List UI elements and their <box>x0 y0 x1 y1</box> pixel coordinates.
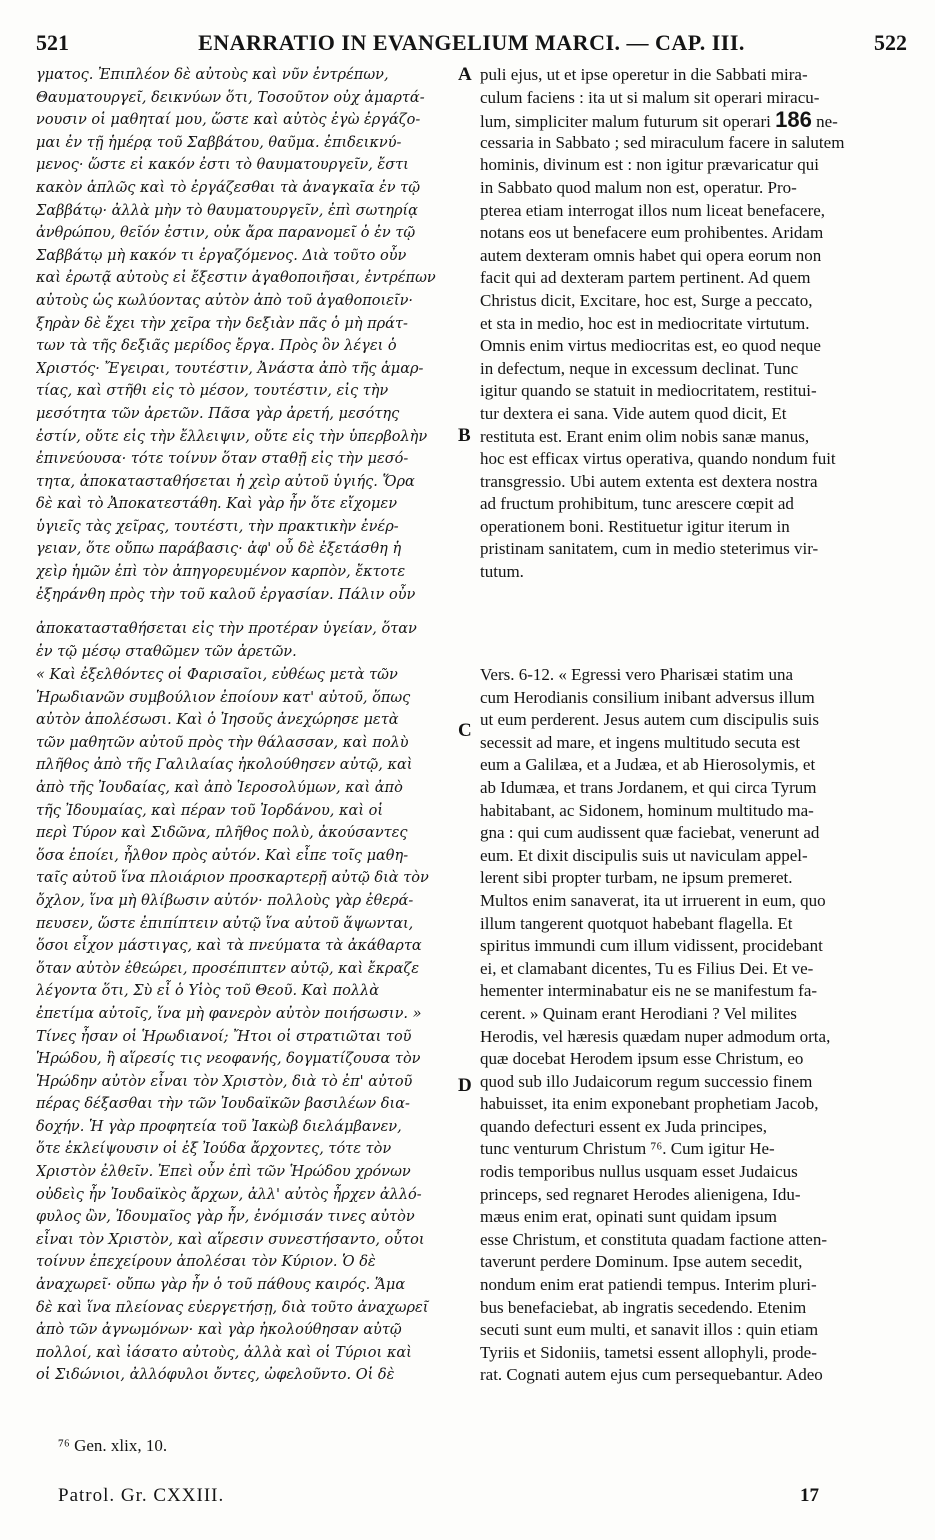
latin-line: Christus dicit, Excitare, hoc est, Surge a peccato, <box>480 290 813 310</box>
latin-line: gna : qui cum audissent quæ faciebat, venerunt ad <box>480 823 820 843</box>
greek-line: εἶναι τὸν Χριστὸν, καὶ αἵρεσιν συνεστήσαντο, οὗτοι <box>36 1231 425 1248</box>
latin-line: Tyriis et Sidoniis, tametsi essent allophyli, prode- <box>480 1342 817 1362</box>
spanning-greek-line <box>36 618 907 641</box>
greek-line: μαι ἐν τῇ ἡμέρᾳ τοῦ Σαββάτου, θαῦμα. ἐπιδεικνύ- <box>36 134 402 151</box>
running-header <box>36 30 907 56</box>
greek-line: ἀπὸ τῆς Ἰουδαίας, καὶ ἀπὸ Ἱεροσολύμων, καὶ ἀπὸ <box>36 779 403 796</box>
greek-line: αὐτοὺς ὡς κωλύοντας αὐτὸν ἀπὸ τοῦ ἀγαθοποιεῖν· <box>36 292 414 309</box>
greek-line: ἐν τῷ μέσῳ σταθῶμεν τῶν ἀρετῶν. <box>36 644 297 660</box>
latin-line-text: lum, simpliciter malum futurum sit operari <box>480 112 771 132</box>
latin-line: secessit ad mare, et ingens multitudo secuta est <box>480 732 801 752</box>
greek-line: « Καὶ ἐξελθόντες οἱ Φαρισαῖοι, εὐθέως μετὰ τῶν <box>36 667 398 683</box>
footer-series-title: Patrol. Gr. CXXIII. <box>58 1485 225 1506</box>
latin-line: ei, et clamabant dicentes, Tu es Filius Dei. Et ve- <box>480 958 814 978</box>
latin-line: ut eum perderent. Jesus autem cum discipulis suis <box>480 710 819 730</box>
greek-line: των τὰ τῆς δεξιᾶς μερίδος ἔργα. Πρὸς ὃν λέγει ὁ <box>36 338 397 355</box>
margin-marker-b: B <box>458 425 471 446</box>
greek-line: δὲ καὶ τὸ Ἀποκατεστάθη. Καὶ γὰρ ἦν ὅτε εἴχομεν <box>36 496 398 513</box>
latin-line: tur dextera ei sana. Vide autem quod dicit, Et <box>480 403 787 423</box>
greek-line: μεσότητα τῶν ἀρετῶν. Πᾶσα γὰρ ἀρετή, μεσότης <box>36 405 400 422</box>
greek-line: πλῆθος ἀπὸ τῆς Γαλιλαίας ἠκολούθησεν αὐτῷ, καὶ <box>36 757 413 774</box>
latin-line: ab Idumæa, et trans Jordanem, et qui circa Tyrum <box>480 777 817 797</box>
greek-line: Ἡρώδην αὐτὸν εἶναι τὸν Χριστὸν, διὰ τὸ ἐπ' αὐτοῦ <box>36 1073 413 1090</box>
latin-line: rat. Cognati autem ejus cum persequebantur. Adeo <box>480 1365 823 1385</box>
latin-line: mæus enim erat, opinati sunt quidam ipsum <box>480 1207 778 1227</box>
spanning-greek-text: ἀποκατασταθήσεται εἰς τὴν προτέραν ὑγείαν, ὅταν <box>36 621 417 637</box>
latin-line: habuisset, ita enim exponebant prophetiam Jacob, <box>480 1094 819 1114</box>
greek-line: δοχήν. Ἡ γὰρ προφητεία τοῦ Ἰακὼβ διελάμβανεν, <box>36 1118 402 1135</box>
latin-line: rodis temporibus nullus usquam esset Judaicus <box>480 1162 798 1182</box>
latin-column-bottom <box>480 664 896 1387</box>
greek-line: ὅταν αὐτὸν ἐθεώρει, προσέπιπτεν αὐτῷ, καὶ ἔκραζε <box>36 960 420 977</box>
page-number-left: 521 <box>36 30 69 55</box>
latin-line: tunc venturum Christum ⁷⁶. Cum igitur He- <box>480 1139 775 1159</box>
latin-line: quando defecturi essent ex Juda principes, <box>480 1116 768 1136</box>
page-number-right: 522 <box>874 30 907 55</box>
latin-line: in Sabbato quod malum non est, operatur. Pro- <box>480 177 797 197</box>
greek-line: ἀνθρώπου, θεῖόν ἐστιν, οὐκ ἄρα παρανομεῖ ὁ ἐν τῷ <box>36 225 416 242</box>
greek-line: Θαυματουργεῖ, δεικνύων ὅτι, Τοσοῦτον οὐχ ἁμαρτά- <box>36 89 425 106</box>
latin-line: cerent. » Quinam erant Herodiani ? Vel milites <box>480 1003 797 1023</box>
latin-line: culum faciens : ita ut si malum sit operari miracu- <box>480 87 820 107</box>
greek-line: Ἡρώδου, ἢ αἵρεσίς τις νεοφανής, δογματίζουσα τὸν <box>36 1051 421 1068</box>
latin-line: eum. Et dixit discipulis suis ut naviculam appel- <box>480 845 808 865</box>
latin-line: autem dexteram omnis habet qui opera eorum non <box>480 245 822 265</box>
latin-line: facit qui ad dexteram partem pertinent. Ad quem <box>480 268 811 288</box>
running-title: ENARRATIO IN EVANGELIUM MARCI. — CAP. III. <box>198 30 745 55</box>
greek-line: δὲ καὶ ἵνα πλείονας εὐεργετήσῃ, διὰ τοῦτο ἀναχωρεῖ <box>36 1299 429 1316</box>
latin-line: Vers. 6-12. « Egressi vero Pharisæi statim una <box>480 665 794 684</box>
greek-line: τοίνυν ἐπεχείρουν ἀπολέσαι τὸν Κύριον. Ὁ δὲ <box>36 1254 376 1271</box>
greek-line: πευσεν, ὥστε ἐπιπίπτειν αὐτῷ ἵνα αὐτοῦ ἅψωνται, <box>36 915 414 932</box>
latin-line: Omnis enim virtus mediocritas est, eo quod neque <box>480 336 821 356</box>
latin-line: secuti sunt eum multi, et sanavit illos : quin etiam <box>480 1320 819 1340</box>
greek-line: Χριστὸν ἐλθεῖν. Ἐπεὶ οὖν ἐπὶ τῶν Ἡρώδου χρόνων <box>36 1164 411 1181</box>
latin-line: in defectum, neque in excessum declinat. Tunc <box>480 358 799 378</box>
greek-line: κακὸν ἁπλῶς καὶ τὸ ἐργάζεσθαι τὰ ἀναγκαῖα ἐν τῷ <box>36 179 421 196</box>
greek-line-after-span <box>36 641 454 664</box>
greek-line: Σαββάτῳ μὴ κακόν τι ἐργαζόμενος. Διὰ τοῦτο οὖν <box>36 247 407 264</box>
latin-line: illum tangerent quotquot habebant flagella. Et <box>480 913 793 933</box>
latin-line: Herodis, vel hæresis quædam nuper admodum orta, <box>480 1026 831 1046</box>
greek-line: ἐστίν, οὔτε εἰς τὴν ἔλλειψιν, οὔτε εἰς τὴν ὑπερβολὴν <box>36 428 428 445</box>
greek-column-bottom <box>36 664 454 1387</box>
greek-line: τῆς Ἰδουμαίας, καὶ πέραν τοῦ Ἰορδάνου, καὶ οἱ <box>36 802 384 819</box>
latin-line: restituta est. Erant enim olim nobis sanæ manus, <box>480 426 810 446</box>
latin-line: lerent sibi propter turbam, ne ipsum premeret. <box>480 868 793 888</box>
greek-line: τῶν μαθητῶν αὐτοῦ πρὸς τὴν θάλασσαν, καὶ πολὺ <box>36 734 409 751</box>
greek-line: γειαν, ὅτε οὔπω παράβασις· ἀφ' οὗ δὲ ἐξετάσθη ἡ <box>36 541 402 558</box>
greek-line: πολλοί, καὶ ἰάσατο αὐτοὺς, ἀλλὰ καὶ οἱ Τύριοι καὶ <box>36 1344 412 1361</box>
latin-line: hoc est efficax virtus operativa, quando nondum fuit <box>480 449 836 469</box>
greek-line: ὑγιεῖς τὰς χεῖρας, τουτέστι, τὴν πρακτικὴν ἐνέρ- <box>36 518 399 535</box>
greek-line: ἐπινεύουσα· τότε τοίνυν ὅταν σταθῇ εἰς τὴν μεσό- <box>36 451 409 468</box>
latin-column-top <box>480 64 896 584</box>
footnote: ⁷⁶ Gen. xlix, 10. <box>58 1436 168 1455</box>
greek-line: ἀπὸ τῶν ἀγνωμόνων· καὶ γὰρ ἠκολούθησαν αὐτῷ <box>36 1322 402 1339</box>
latin-line: esse Christum, et constituta quadam factione atten- <box>480 1229 827 1249</box>
greek-line: ξηρὰν δὲ ἔχει τὴν χεῖρα τὴν δεξιὰν πᾶς ὁ μὴ πράτ- <box>36 315 408 332</box>
greek-line: ἐξηράνθη πρὸς τὴν τοῦ καλοῦ ἐργασίαν. Πάλιν οὖν <box>36 586 416 603</box>
greek-line: ἐπετίμα αὐτοῖς, ἵνα μὴ φανερὸν αὐτὸν ποιήσωσιν. » <box>36 1005 422 1022</box>
latin-line: Multos enim sanaverat, ita ut irruerent in eum, quo <box>480 890 826 910</box>
greek-line: ἀναχωρεῖ· οὔπω γὰρ ἦν ὁ τοῦ πάθους καιρός. Ἅμα <box>36 1277 406 1294</box>
latin-line: eum a Galilæa, et a Judæa, et ab Hierosolymis, et <box>480 755 816 775</box>
greek-line: φυλος ὢν, Ἰδουμαῖος γὰρ ἦν, ἐνόμισάν τινες αὐτὸν <box>36 1209 415 1226</box>
greek-line: γματος. Ἐπιπλέον δὲ αὐτοὺς καὶ νῦν ἐντρέπων, <box>36 67 389 83</box>
greek-line: ὄχλον, ἵνα μὴ θλίβωσιν αὐτόν· πολλοὺς γὰρ ἐθερά- <box>36 892 414 909</box>
latin-line: hementer interminabatur eis ne se manifestum fa- <box>480 981 818 1001</box>
margin-marker-c: C <box>458 720 472 741</box>
greek-line: τίας, καὶ στῆθι εἰς τὸ μέσον, τουτέστιν, εἰς τὴν <box>36 383 389 400</box>
latin-line: ad fructum prohibitum, tunc arescere cœpit ad <box>480 494 794 514</box>
greek-line: Σαββάτῳ· ἀλλὰ μὴν τὸ θαυματουργεῖν, ἐπὶ σωτηρίᾳ <box>36 202 418 219</box>
greek-line: ὅσοι εἶχον μάστιγας, καὶ τὰ πνεύματα τὰ ἀκάθαρτα <box>36 938 422 955</box>
latin-line: tutum. <box>480 562 524 582</box>
latin-line: quæ docebat Herodem ipsum esse Christum, eo <box>480 1049 804 1069</box>
latin-line: operationem boni. Restituetur igitur iterum in <box>480 516 790 536</box>
latin-line: bus benefaciebat, ab ingratis secedendo. Etenim <box>480 1297 807 1317</box>
latin-line: habitabant, ac Sidonem, hominum multitudo ma- <box>480 800 814 820</box>
latin-line: puli ejus, ut et ipse operetur in die Sabbati mira- <box>480 65 808 84</box>
greek-line: Ἡρωδιανῶν συμβούλιον ἐποίουν κατ' αὐτοῦ, ὅπως <box>36 689 411 706</box>
greek-line: οἱ Σιδώνιοι, ἀλλόφυλοι ὄντες, ὠφελοῦντο. Οἱ δὲ <box>36 1367 395 1384</box>
footer-signature-number: 17 <box>800 1485 819 1506</box>
greek-line: νουσιν οἱ μαθηταί μου, ὥστε καὶ αὐτὸς ἐγὼ ἐργάζο- <box>36 112 421 129</box>
latin-line: pterea etiam interrogat illos num liceat benefacere, <box>480 200 826 220</box>
latin-line: hominis, divinum est : non igitur prævaricatur qui <box>480 155 820 175</box>
latin-line: quod sub illo Judaicorum regum successio finem <box>480 1071 813 1091</box>
greek-line: ὅσα ἐποίει, ἦλθον πρὸς αὐτόν. Καὶ εἶπε τοῖς μαθη- <box>36 847 409 864</box>
greek-line: Χριστός· Ἔγειραι, τουτέστιν, Ἀνάστα ἀπὸ τῆς ἁμαρ- <box>36 360 424 377</box>
greek-line: μενος· ὥστε εἰ κακόν ἐστι τὸ θαυματουργεῖν, ἔστι <box>36 157 409 174</box>
greek-line: ταῖς αὐτοῦ ἵνα πλοιάριον προσκαρτερῇ αὐτῷ διὰ τὸν <box>36 870 429 887</box>
column-number: 186 <box>775 109 812 132</box>
greek-line: Τίνες ἦσαν οἱ Ἡρωδιανοί; Ἤτοι οἱ στρατιῶται τοῦ <box>36 1028 412 1045</box>
latin-line-tail: ne- <box>811 112 838 132</box>
latin-line: taverunt perdere Dominum. Ipse autem secedit, <box>480 1252 803 1272</box>
latin-line: pristinam sanitatem, cum in medio steterimus vir- <box>480 539 819 559</box>
latin-line: notans eos ut benefacere eum prohibentes. Aridam <box>480 223 824 243</box>
greek-line: περὶ Τύρον καὶ Σιδῶνα, πλῆθος πολὺ, ἀκούσαντες <box>36 825 408 842</box>
margin-marker-d: D <box>458 1075 472 1096</box>
latin-line: princeps, sed regnaret Herodes alienigena, Idu- <box>480 1184 801 1204</box>
greek-line: καὶ ἐρωτᾷ αὐτοὺς εἰ ἔξεστιν ἀγαθοποιῆσαι, ἐντρέπων <box>36 270 436 287</box>
greek-column-top <box>36 64 454 606</box>
greek-line: χεὶρ ἡμῶν ἐπὶ τὸν ἀπηγορευμένον καρπὸν, ἔκτοτε <box>36 564 406 581</box>
greek-line: λέγοντα ὅτι, Σὺ εἶ ὁ Υἱὸς τοῦ Θεοῦ. Καὶ πολλὰ <box>36 983 380 1000</box>
latin-line: cessaria in Sabbato ; sed miraculum facere in salutem <box>480 132 845 152</box>
latin-line: et sta in medio, hoc est in mediocritate virtutum. <box>480 313 810 333</box>
greek-line: αὐτὸν ἀπολέσωσι. Καὶ ὁ Ἰησοῦς ἀνεχώρησε μετὰ <box>36 712 399 729</box>
latin-line: transgressio. Ubi autem extenta est dextera nostra <box>480 471 818 491</box>
latin-line <box>480 109 896 132</box>
margin-marker-a: A <box>458 64 472 85</box>
latin-line: cum Herodianis consilium inibant adversus illum <box>480 687 815 707</box>
greek-line: πέρας δέξασθαι τὴν τῶν Ἰουδαϊκῶν βασιλέων δια- <box>36 1096 410 1113</box>
greek-line: οὐδεὶς ἦν Ἰουδαϊκὸς ἄρχων, ἀλλ' αὐτὸς ἦρχεν ἀλλό- <box>36 1186 422 1203</box>
latin-line: igitur quando se statuit in mediocritatem, restitui- <box>480 381 817 401</box>
latin-line: spiritus immundi cum illum vidissent, procidebant <box>480 936 823 956</box>
greek-line: τητα, ἀποκατασταθήσεται ἡ χεὶρ αὐτοῦ ὑγιής. Ὅρα <box>36 473 415 490</box>
latin-line: nondum enim erat patiendi tempus. Interim pluri- <box>480 1275 817 1295</box>
greek-line: ὅτε ἐκλείψουσιν οἱ ἐξ Ἰούδα ἄρχοντες, τότε τὸν <box>36 1141 392 1158</box>
